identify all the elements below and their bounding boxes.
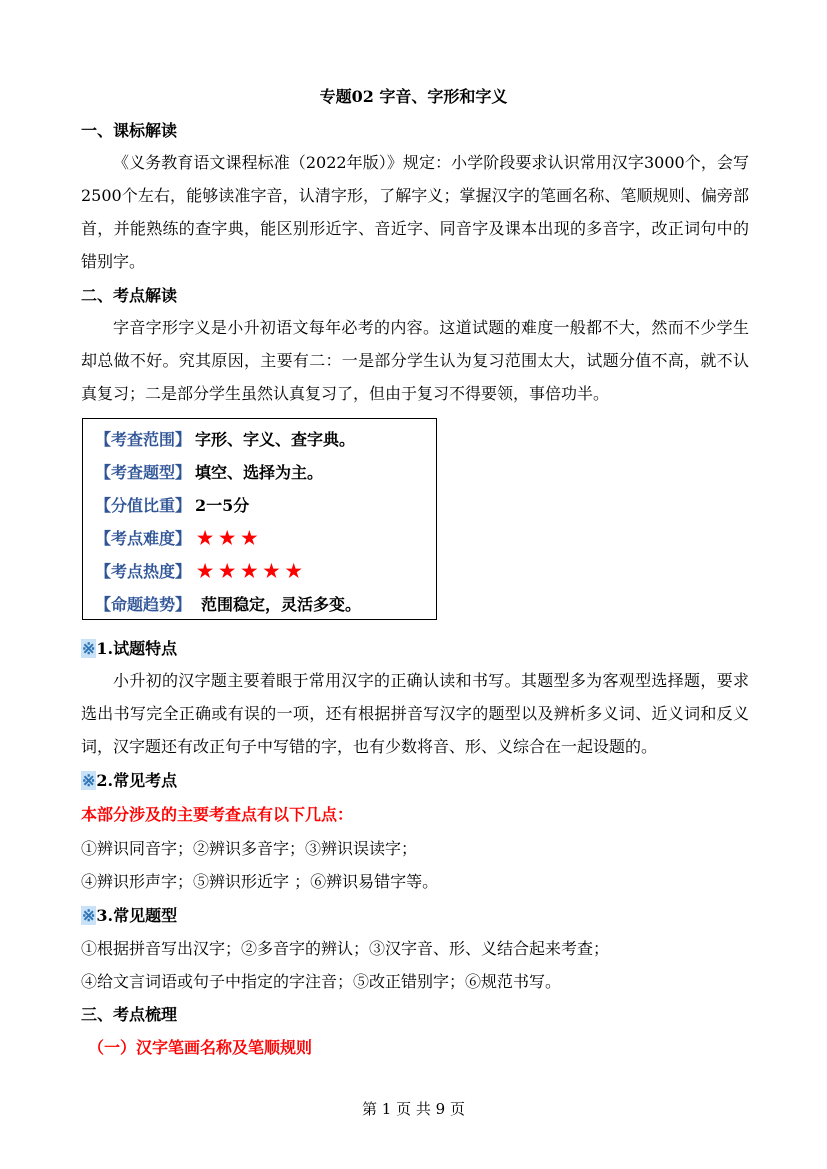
common-points-line-1: ①辨识同音字；②辨识多音字；③辨识误读字；	[81, 839, 418, 858]
feature-paragraph: 小升初的汉字题主要着眼于常用汉字的正确认读和书写。其题型多为客观型选择题，要求选出书写完全正确或有误的一项，还有根据拼音写汉字的题型以及辨析多义词、近义词和反义词，汉字题还有改正句子中写错的字，也有少数将音、形、义综合在一起设题的。	[81, 671, 749, 756]
score-label: 【分值比重】	[95, 496, 192, 515]
feature-heading	[81, 636, 177, 659]
reference-mark-icon: ※	[82, 771, 96, 790]
section3-heading: 三、考点梳理	[81, 1005, 178, 1024]
trend-value: 范围稳定，灵活多变。	[201, 595, 362, 614]
trend-row	[95, 591, 361, 619]
difficulty-label: 【考点难度】	[95, 529, 192, 548]
common-points-heading-text: 2.常见考点	[96, 771, 178, 790]
section2-paragraph: 字音字形字义是小升初语文每年必考的内容。这道试题的难度一般都不大，然而不少学生却总做不好。究其原因，主要有二：一是部分学生认为复习范围太大，试题分值不高，就不认真复习；二是部分学生虽然认真复习了，但由于复习不得要领，事倍功半。	[81, 318, 749, 403]
section3-sub-heading: （一）汉字笔画名称及笔顺规则	[88, 1038, 313, 1057]
reference-mark-icon: ※	[82, 639, 96, 658]
common-points-line-2: ④辨识形声字；⑤辨识形近字 ；⑥辨识易错字等。	[81, 872, 439, 891]
type-value: 填空、选择为主。	[195, 463, 324, 482]
exam-info-box	[82, 418, 437, 620]
common-types-line-2: ④给文言词语或句子中指定的字注音；⑤改正错别字；⑥规范书写。	[81, 972, 562, 991]
heat-label: 【考点热度】	[95, 562, 192, 581]
trend-label: 【命题趋势】	[95, 595, 192, 614]
page-footer: 第 1 页 共 9 页	[362, 1100, 465, 1118]
common-points-intro: 本部分涉及的主要考查点有以下几点：	[81, 805, 354, 824]
section1-heading: 一、课标解读	[81, 121, 178, 140]
reference-mark-icon: ※	[82, 906, 96, 925]
common-points-heading	[81, 768, 177, 791]
common-types-heading-text: 3.常见题型	[96, 906, 178, 925]
common-types-heading	[81, 903, 177, 926]
scope-label: 【考查范围】	[95, 430, 192, 449]
difficulty-row	[95, 525, 263, 553]
scope-row	[95, 426, 355, 454]
common-types-line-1: ①根据拼音写出汉字；②多音字的辨认；③汉字音、形、义结合起来考查；	[81, 939, 610, 958]
heat-stars-icon: ★★★★★	[197, 561, 308, 582]
score-row	[95, 492, 249, 520]
type-label: 【考查题型】	[95, 463, 192, 482]
heat-row	[95, 558, 308, 586]
difficulty-stars-icon: ★★★	[197, 528, 264, 549]
section2-heading: 二、考点解读	[81, 286, 178, 305]
score-value: 2一5分	[195, 496, 250, 515]
feature-heading-text: 1.试题特点	[96, 639, 178, 658]
scope-value: 字形、字义、查字典。	[195, 430, 356, 449]
page-title: 专题02 字音、字形和字义	[319, 87, 508, 106]
section1-paragraph: 《义务教育语文课程标准（2022年版）》规定：小学阶段要求认识常用汉字3000个，会写2500个左右，能够读准字音，认清字形，了解字义；掌握汉字的笔画名称、笔顺规则、偏旁部首，并能熟练的查字典，能区别形近字、音近字、同音字及课本出现的多音字，改正词句中的错别字。	[81, 153, 749, 271]
type-row	[95, 459, 323, 487]
